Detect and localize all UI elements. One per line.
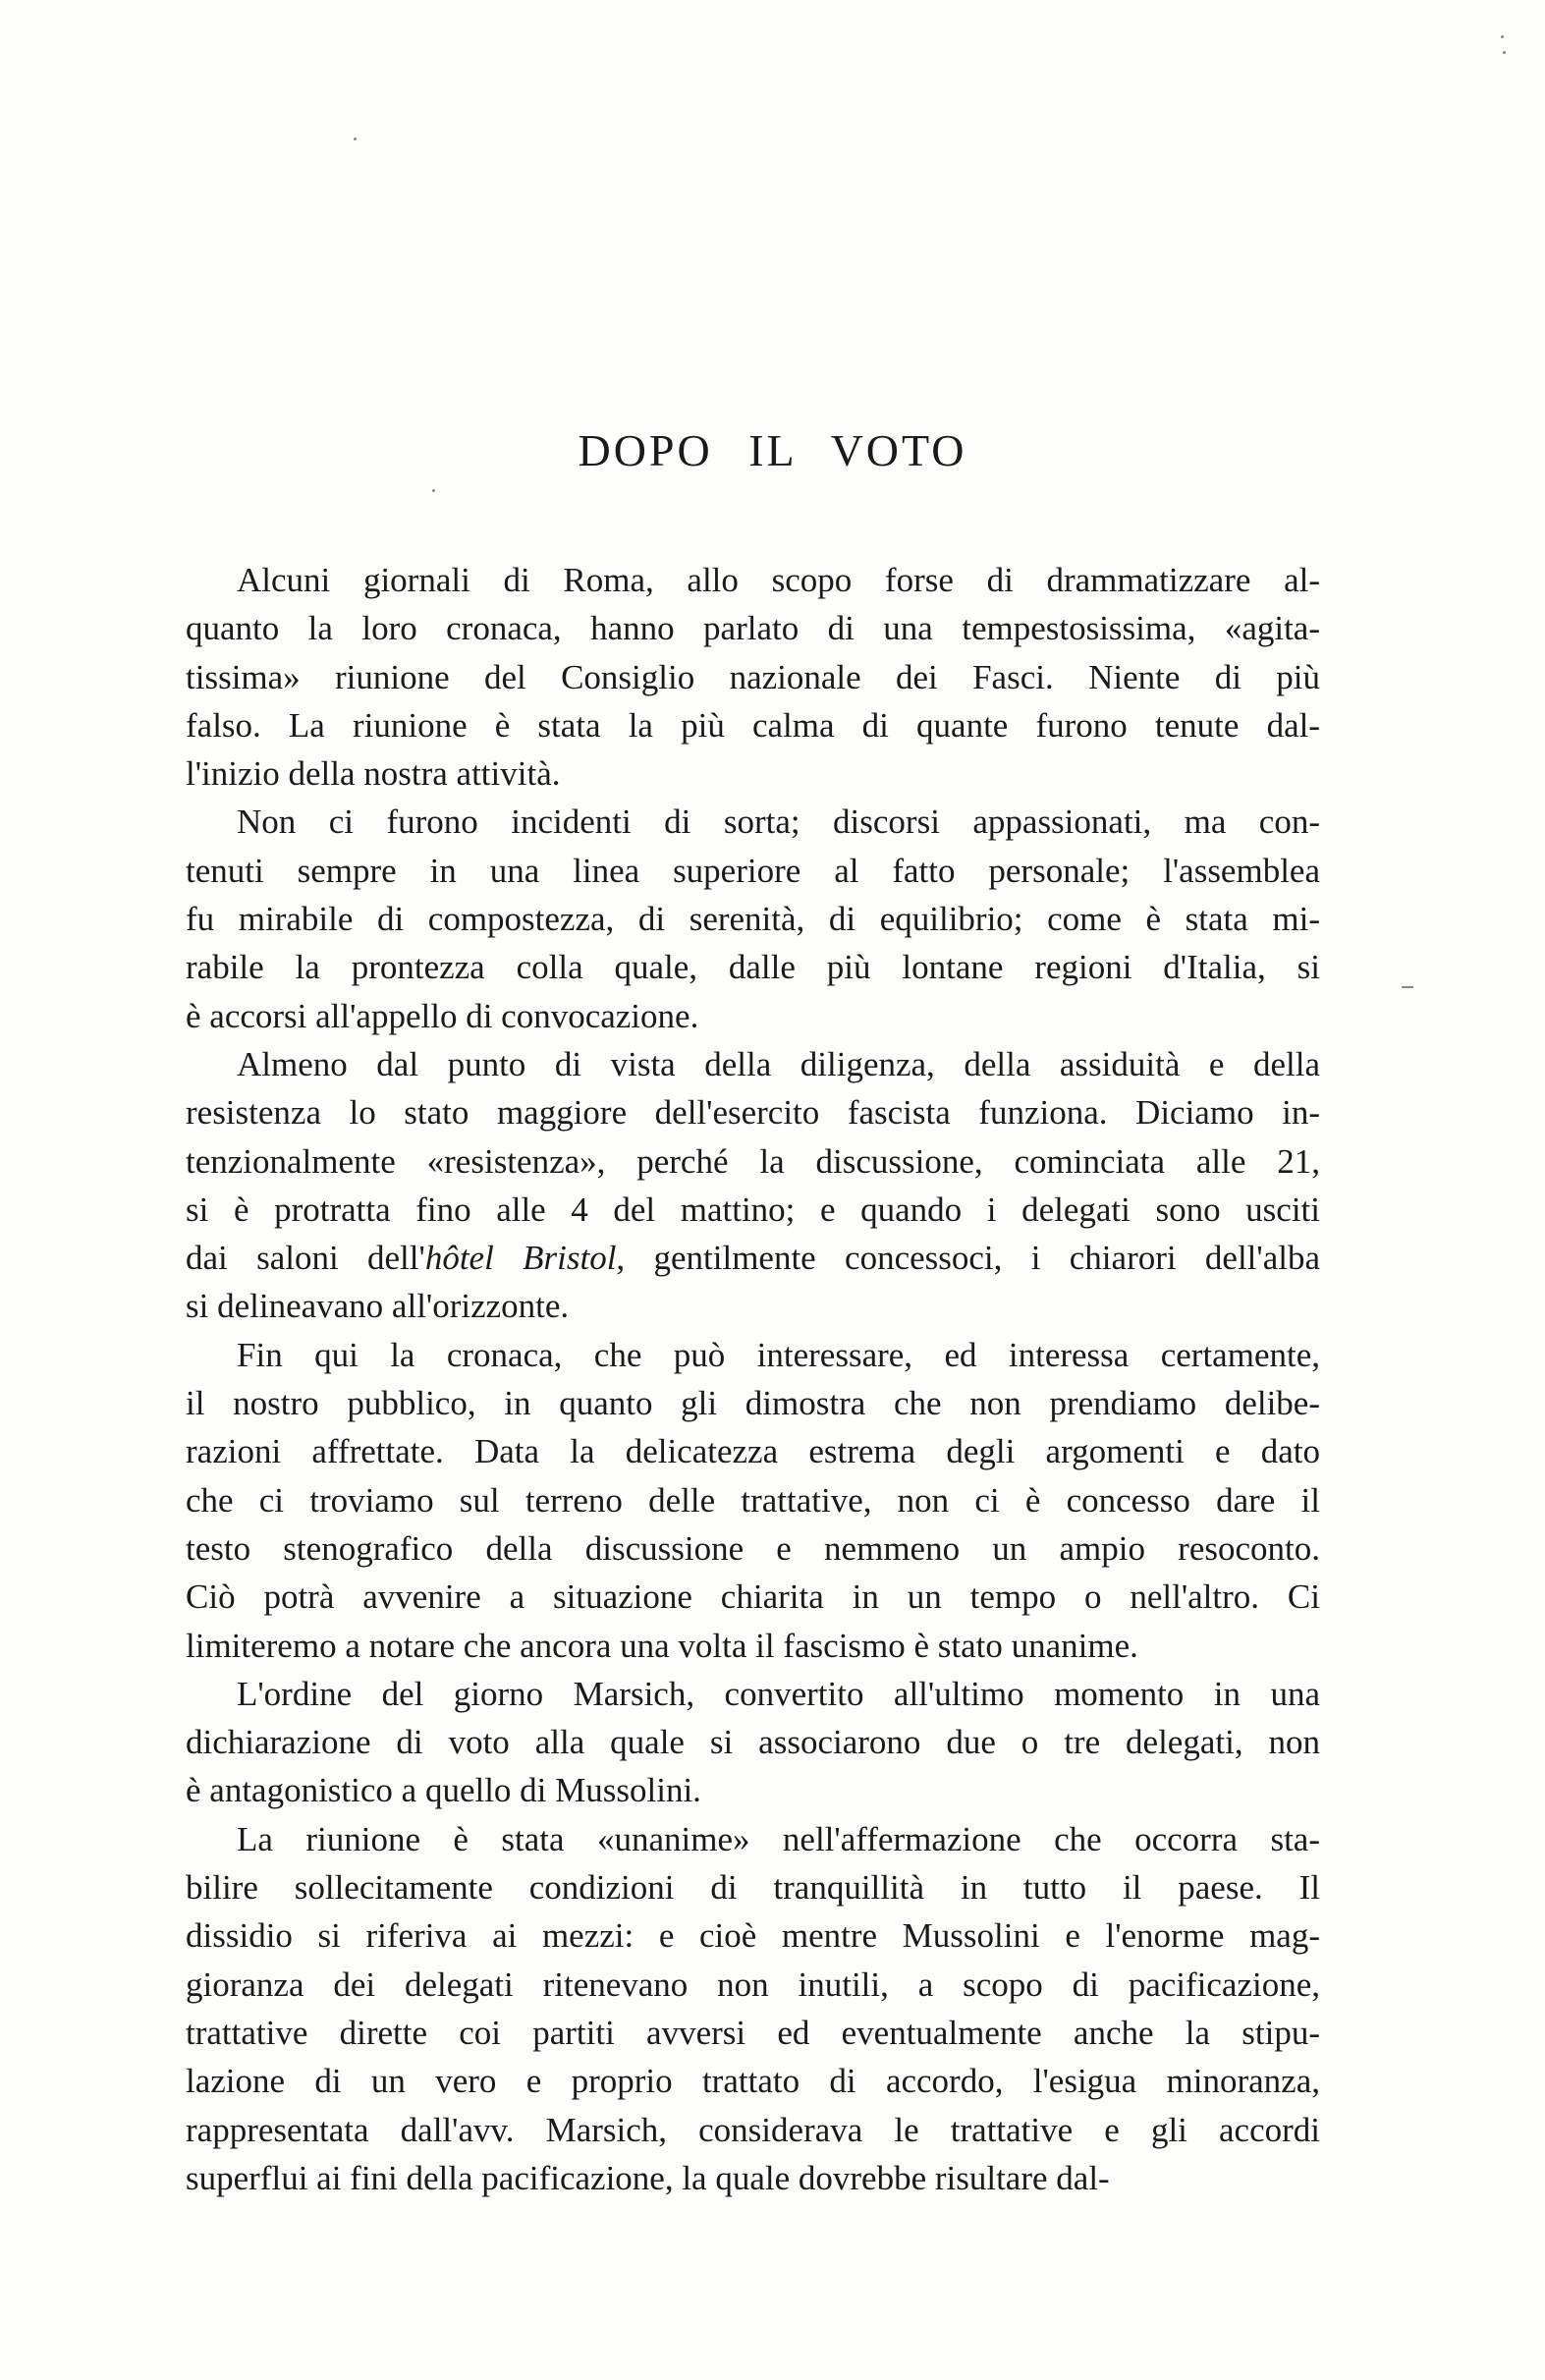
scan-speck — [354, 138, 357, 140]
text-line: lazione di un vero e proprio trattato di accordo, l'esigua minoranza, — [186, 2062, 1320, 2101]
text-line: il nostro pubblico, in quanto gli dimostra che non prendiamo delibe- — [186, 1384, 1320, 1423]
italic-name: hôtel Bristol — [424, 1239, 617, 1278]
text-line: che ci troviamo sul terreno delle trattative, non ci è concesso dare il — [186, 1480, 1320, 1520]
text-line: Almeno dal punto di vista della diligenza, della assiduità e della — [237, 1044, 1320, 1083]
text-line: L'ordine del giorno Marsich, convertito all'ultimo momento in una — [237, 1674, 1320, 1713]
text-line: si è protratta fino alle 4 del mattino; e quando i delegati sono usciti — [186, 1190, 1320, 1229]
text-line: quanto la loro cronaca, hanno parlato di una tempestosissima, «agita- — [186, 609, 1320, 648]
text-line: trattative dirette coi partiti avversi ed eventualmente anche la stipu- — [186, 2013, 1320, 2052]
text-line: tenuti sempre in una linea superiore al fatto personale; l'assemblea — [186, 851, 1320, 890]
text-line: fu mirabile di compostezza, di serenità, di equilibrio; come è stata mi- — [186, 900, 1320, 939]
text-line: bilire sollecitamente condizioni di tranquillità in tutto il paese. Il — [186, 1868, 1320, 1908]
text-line: dai saloni dell'hôtel Bristol, gentilmente concessoci, i chiarori dell'alba — [186, 1239, 1321, 1278]
body-text — [186, 556, 1320, 2202]
text-line: dichiarazione di voto alla quale si associarono due o tre delegati, non — [186, 1723, 1320, 1762]
text-line: gioranza dei delegati ritenevano non inutili, a scopo di pacificazione, — [186, 1965, 1320, 2004]
text-line: Fin qui la cronaca, che può interessare, ed interessa certamente, — [237, 1335, 1320, 1374]
paragraph — [186, 1670, 1320, 1815]
text-line: Ciò potrà avvenire a situazione chiarita in un tempo o nell'altro. Ci — [186, 1577, 1320, 1617]
text-line: Alcuni giornali di Roma, allo scopo forse di drammatizzare al- — [237, 561, 1320, 599]
text-line: l'inizio della nostra attività. — [186, 754, 561, 794]
text-line: limiteremo a notare che ancora una volta il fascismo è stato unanime. — [186, 1626, 1138, 1665]
scan-speck — [1503, 51, 1506, 54]
text-line: testo stenografico della discussione e nemmeno un ampio resoconto. — [186, 1528, 1320, 1568]
paragraph — [186, 1331, 1320, 1670]
scan-speck — [432, 489, 435, 492]
text-line: rabile la prontezza colla quale, dalle più lontane regioni d'Italia, si — [186, 948, 1320, 987]
text-line: dissidio si riferiva ai mezzi: e cioè mentre Mussolini e l'enorme mag- — [186, 1916, 1320, 1956]
text-line: Non ci furono incidenti di sorta; discorsi appassionati, ma con- — [237, 803, 1320, 842]
text-line: resistenza lo stato maggiore dell'esercito fascista funziona. Diciamo in- — [186, 1093, 1320, 1133]
text-line: tissima» riunione del Consiglio nazionale dei Fasci. Niente di più — [186, 657, 1320, 696]
text-line: tenzionalmente «resistenza», perché la discussione, cominciata alle 21, — [186, 1141, 1320, 1181]
text-line: è accorsi all'appello di convocazione. — [186, 996, 699, 1035]
text-line: è antagonistico a quello di Mussolini. — [186, 1771, 701, 1810]
page-title: DOPO IL VOTO — [578, 425, 967, 475]
scan-speck — [1501, 35, 1504, 38]
text-line: razioni affrettate. Data la delicatezza estrema degli argomenti e dato — [186, 1432, 1320, 1471]
text-line: La riunione è stata «unanime» nell'affermazione che occorra sta- — [237, 1819, 1320, 1858]
text-line: superflui ai fini della pacificazione, la quale dovrebbe risultare dal- — [186, 2158, 1110, 2197]
scan-speck — [1402, 986, 1413, 988]
paragraph — [186, 1815, 1320, 2202]
text-line: falso. La riunione è stata la più calma di quante furono tenute dal- — [186, 705, 1320, 745]
text-line: si delineavano all'orizzonte. — [186, 1287, 570, 1326]
paragraph — [186, 798, 1320, 1039]
paragraph — [186, 556, 1320, 798]
text-line: rappresentata dall'avv. Marsich, considerava le trattative e gli accordi — [186, 2110, 1320, 2149]
paragraph — [186, 1040, 1320, 1331]
